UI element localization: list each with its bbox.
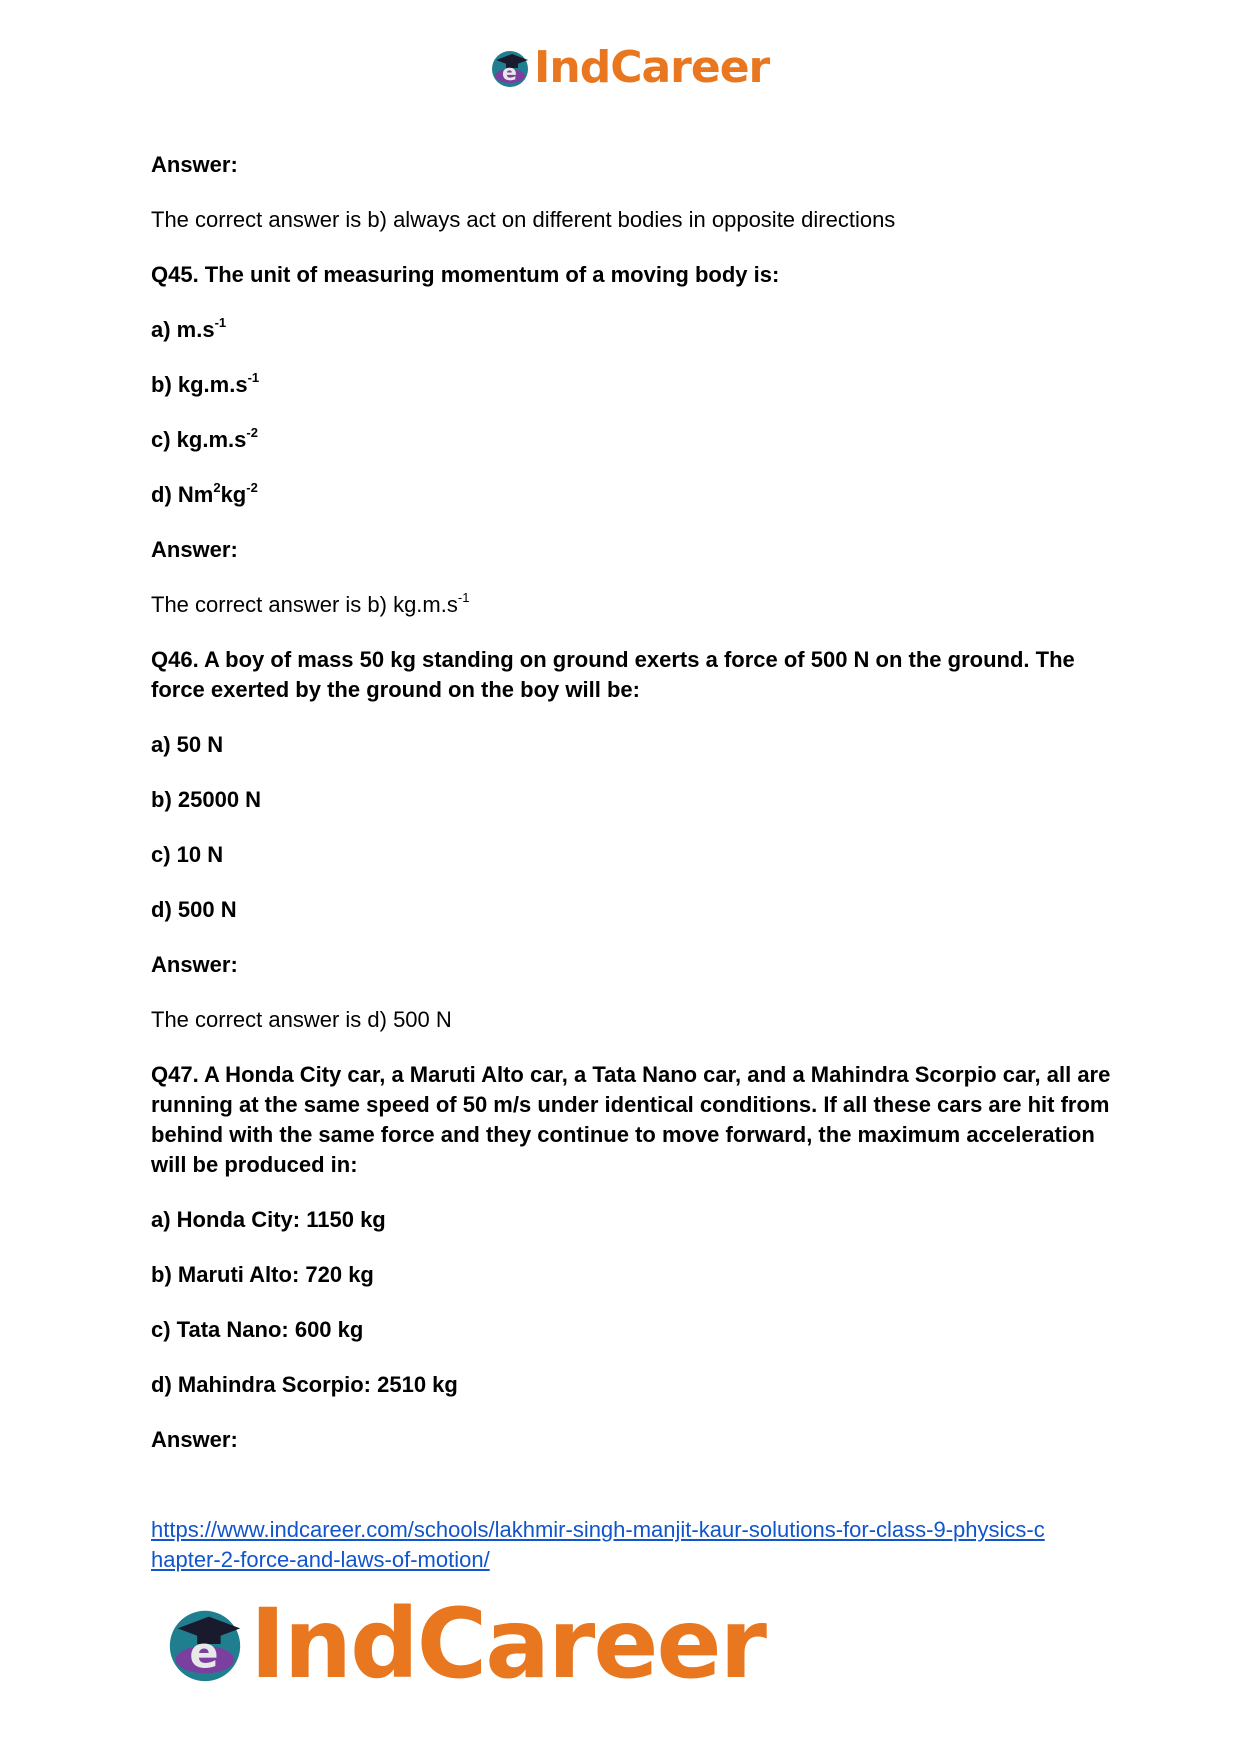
block-ans45-label xyxy=(151,535,1111,565)
text-run: c) Tata Nano: 600 kg xyxy=(151,1317,364,1342)
brand-name-large: IndCareer xyxy=(250,1588,765,1700)
source-link-line-2[interactable]: hapter-2-force-and-laws-of-motion/ xyxy=(151,1547,490,1572)
text-run: a) m.s xyxy=(151,317,215,342)
footer-logo xyxy=(162,1588,765,1700)
brand-name: IndCareer xyxy=(534,42,770,93)
superscript: -2 xyxy=(246,479,258,495)
superscript: -2 xyxy=(246,424,258,440)
block-q47d xyxy=(151,1370,1111,1400)
block-q46b xyxy=(151,785,1111,815)
superscript: -1 xyxy=(247,369,260,385)
graduation-cap-book-globe-icon xyxy=(162,1601,248,1687)
block-q46d xyxy=(151,895,1111,925)
source-link-line-1[interactable]: https://www.indcareer.com/schools/lakhmir-singh-manjit-kaur-solutions-for-class-9-physics-c xyxy=(151,1517,1045,1542)
block-q46 xyxy=(151,645,1111,705)
block-ans45 xyxy=(151,590,1111,620)
superscript: -1 xyxy=(457,589,470,605)
text-run: Answer: xyxy=(151,952,238,977)
block-q45d xyxy=(151,480,1111,510)
text-run: a) 50 N xyxy=(151,732,224,757)
svg-text:e: e xyxy=(502,60,517,86)
block-q46a xyxy=(151,730,1111,760)
block-q45b xyxy=(151,370,1111,400)
block-ans46-label xyxy=(151,950,1111,980)
block-q47c xyxy=(151,1315,1111,1345)
document-body xyxy=(151,150,1111,1480)
text-run: d) 500 N xyxy=(151,897,237,922)
block-q47a xyxy=(151,1205,1111,1235)
text-run: Q46. A boy of mass 50 kg standing on ground exerts a force of 500 N on the ground. The force exerted by the ground on the boy will be: xyxy=(151,647,1075,702)
block-ans44 xyxy=(151,205,1111,235)
text-run: a) Honda City: 1150 kg xyxy=(151,1207,386,1232)
text-run: The correct answer is b) always act on different bodies in opposite directions xyxy=(151,207,896,232)
header-logo xyxy=(488,42,769,93)
block-q47b xyxy=(151,1260,1111,1290)
block-q46c xyxy=(151,840,1111,870)
block-q45c xyxy=(151,425,1111,455)
text-run: Q45. The unit of measuring momentum of a moving body is: xyxy=(151,262,780,287)
text-run: b) kg.m.s xyxy=(151,372,248,397)
block-ans46 xyxy=(151,1005,1111,1035)
text-run: d) Nm xyxy=(151,482,214,507)
block-q45a xyxy=(151,315,1111,345)
text-run: c) 10 N xyxy=(151,842,224,867)
text-run: b) Maruti Alto: 720 kg xyxy=(151,1262,374,1287)
graduation-cap-book-globe-icon xyxy=(488,46,532,90)
block-q47 xyxy=(151,1060,1111,1180)
text-run: c) kg.m.s xyxy=(151,427,247,452)
text-run: kg xyxy=(220,482,247,507)
text-run: b) 25000 N xyxy=(151,787,262,812)
text-run: Answer: xyxy=(151,152,238,177)
block-ans47-label xyxy=(151,1425,1111,1455)
text-run: The correct answer is d) 500 N xyxy=(151,1007,452,1032)
text-run: Answer: xyxy=(151,1427,238,1452)
superscript: 2 xyxy=(213,479,221,495)
text-run: Answer: xyxy=(151,537,238,562)
superscript: -1 xyxy=(214,314,227,330)
block-ans44-label xyxy=(151,150,1111,180)
text-run: Q47. A Honda City car, a Maruti Alto car, a Tata Nano car, and a Mahindra Scorpio car, all are running at the same speed of 50 m/s under identical conditions. If all these cars are hit from behind with the same force and they continue to move forward, the maximum acceleration will be produced in: xyxy=(151,1062,1111,1177)
svg-text:e: e xyxy=(189,1628,219,1679)
source-link[interactable] xyxy=(151,1515,1111,1575)
block-q45 xyxy=(151,260,1111,290)
text-run: d) Mahindra Scorpio: 2510 kg xyxy=(151,1372,458,1397)
text-run: The correct answer is b) kg.m.s xyxy=(151,592,458,617)
